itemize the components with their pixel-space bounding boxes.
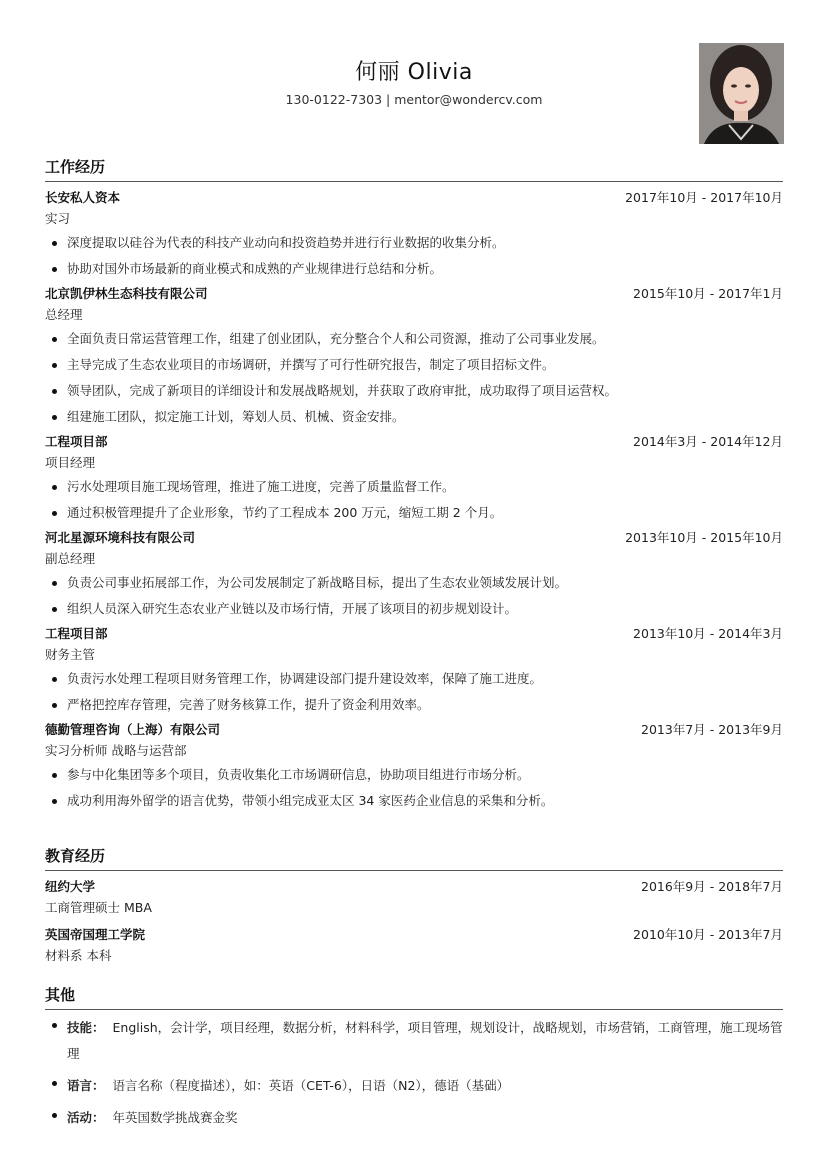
school-name: 英国帝国理工学院 [45,927,146,942]
date-range: 2013年10月 - 2015年10月 [625,530,783,545]
list-item: 通过积极管理提升了企业形象，节约了工程成本 200 万元，缩短工期 2 个月。 [45,500,783,526]
date-range: 2017年10月 - 2017年10月 [625,190,783,205]
job-title: 总经理 [45,307,83,322]
work-entry [45,282,783,430]
candidate-name: 何丽 Olivia [355,60,473,85]
education-entry [45,875,783,919]
degree: 材料系 本科 [45,948,112,963]
date-range: 2010年10月 - 2013年7月 [633,927,783,942]
list-item: 全面负责日常运营管理工作，组建了创业团队，充分整合个人和公司资源，推动了公司事业发展。 [45,326,783,352]
list-item [45,1070,783,1102]
section-title-education: 教育经历 [45,845,783,871]
work-entry [45,526,783,622]
education-list [45,875,783,967]
work-entry [45,430,783,526]
list-item: 组建施工团队，拟定施工计划，筹划人员、机械、资金安排。 [45,404,783,430]
activities-text: 年英国数学挑战赛金奖 [112,1110,238,1125]
job-title: 实习分析师 战略与运营部 [45,743,187,758]
work-list [45,186,783,814]
education-entry [45,923,783,967]
list-item: 严格把控库存管理，完善了财务核算工作，提升了资金利用效率。 [45,692,783,718]
section-title-work: 工作经历 [45,156,783,182]
date-range: 2013年10月 - 2014年3月 [633,626,783,641]
job-title: 实习 [45,211,71,226]
activities-label: 活动： [67,1110,105,1125]
date-range: 2013年7月 - 2013年9月 [641,722,783,737]
list-item [45,1012,783,1070]
job-title: 财务主管 [45,647,96,662]
list-item: 成功利用海外留学的语言优势，带领小组完成亚太区 34 家医药企业信息的采集和分析。 [45,788,783,814]
work-entry [45,186,783,282]
date-range: 2016年9月 - 2018年7月 [641,879,783,894]
employer-name: 长安私人资本 [45,190,121,205]
other-list [45,1012,783,1134]
employer-name: 北京凯伊林生态科技有限公司 [45,286,208,301]
contact-info: 130-0122-7303 | mentor@wondercv.com [285,92,543,107]
date-range: 2015年10月 - 2017年1月 [633,286,783,301]
languages-label: 语言： [67,1078,105,1093]
list-item [45,1102,783,1134]
employer-name: 德勤管理咨询（上海）有限公司 [45,722,221,737]
list-item: 深度提取以硅谷为代表的科技产业动向和投资趋势并进行行业数据的收集分析。 [45,230,783,256]
school-name: 纽约大学 [45,879,96,894]
list-item: 领导团队，完成了新项目的详细设计和发展战略规划，并获取了政府审批，成功取得了项目运营权。 [45,378,783,404]
list-item: 负责污水处理工程项目财务管理工作，协调建设部门提升建设效率，保障了施工进度。 [45,666,783,692]
skills-text: English，会计学，项目经理，数据分析，材料科学，项目管理，规划设计，战略规划，市场营销，工商管理，施工现场管理 [67,1020,783,1061]
employer-name: 工程项目部 [45,434,108,449]
list-item: 负责公司事业拓展部工作，为公司发展制定了新战略目标，提出了生态农业领域发展计划。 [45,570,783,596]
list-item: 组织人员深入研究生态农业产业链以及市场行情，开展了该项目的初步规划设计。 [45,596,783,622]
job-title: 项目经理 [45,455,96,470]
date-range: 2014年3月 - 2014年12月 [633,434,783,449]
list-item: 协助对国外市场最新的商业模式和成熟的产业规律进行总结和分析。 [45,256,783,282]
profile-photo [699,43,784,144]
resume-page [45,0,783,1169]
job-title: 副总经理 [45,551,96,566]
section-title-other: 其他 [45,984,783,1010]
resume-header [45,0,783,150]
employer-name: 河北星源环境科技有限公司 [45,530,196,545]
work-entry [45,718,783,814]
skills-label: 技能： [67,1020,105,1035]
work-entry [45,622,783,718]
list-item: 参与中化集团等多个项目，负责收集化工市场调研信息，协助项目组进行市场分析。 [45,762,783,788]
languages-text: 语言名称（程度描述），如：英语（CET-6），日语（N2），德语（基础） [112,1078,510,1093]
employer-name: 工程项目部 [45,626,108,641]
list-item: 污水处理项目施工现场管理，推进了施工进度，完善了质量监督工作。 [45,474,783,500]
list-item: 主导完成了生态农业项目的市场调研，并撰写了可行性研究报告，制定了项目招标文件。 [45,352,783,378]
degree: 工商管理硕士 MBA [45,900,152,915]
